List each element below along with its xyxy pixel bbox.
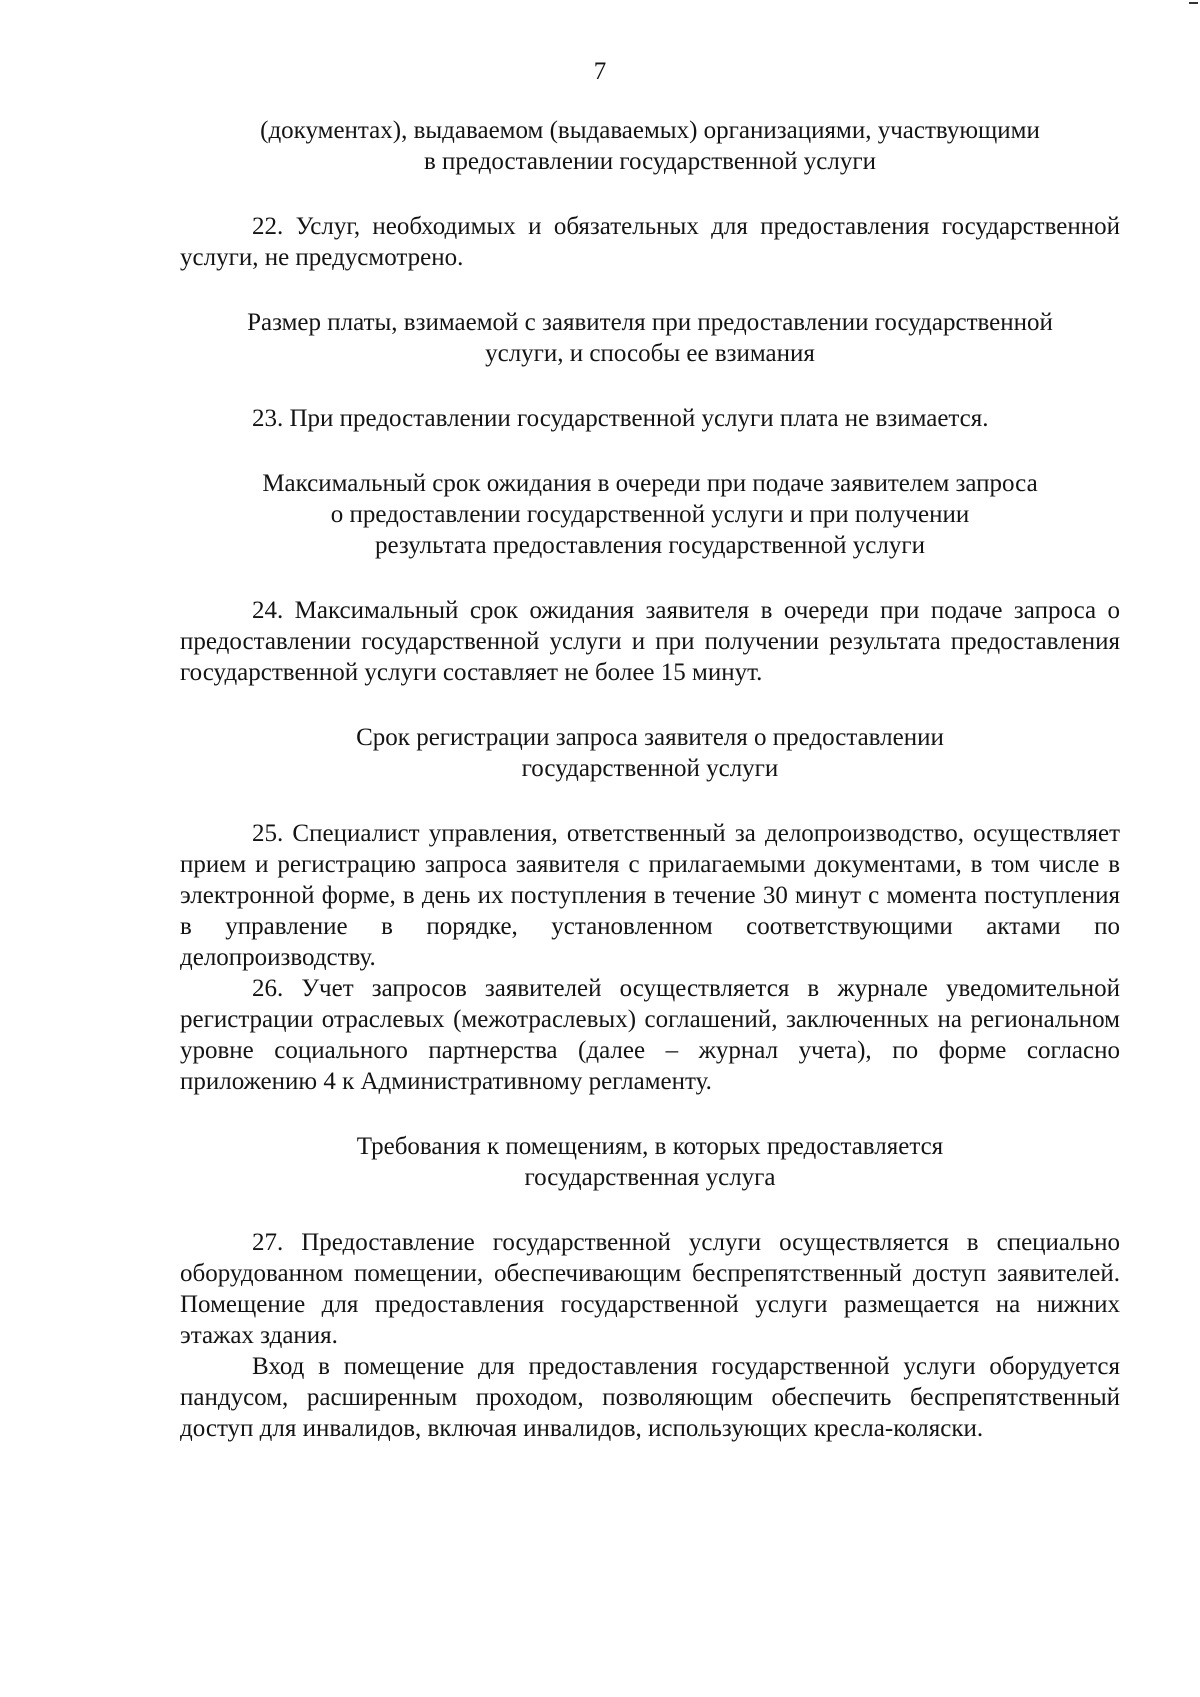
section-heading-waiting-time [180, 468, 1120, 561]
heading-line: результата предоставления государственной услуги [375, 532, 925, 559]
heading-line: Требования к помещениям, в которых предоставляется [356, 1133, 944, 1160]
heading-line: о предоставлении государственной услуги и при получении [330, 501, 970, 528]
paragraph-25: 25. Специалист управления, ответственный за делопроизводство, осуществляет прием и регистрацию запроса заявителя с прилагаемыми документами, в том числе в электронной форме, в день их поступления в течение 30 минут с момента поступления в управление в порядке, установленном соответствующими актами по делопроизводству. [180, 820, 1120, 971]
heading-line: государственная услуга [524, 1164, 776, 1191]
heading-line: Максимальный срок ожидания в очереди при подаче заявителем запроса [262, 470, 1038, 497]
page-content [180, 115, 1120, 1444]
heading-line: Размер платы, взимаемой с заявителя при предоставлении государственной [247, 309, 1053, 336]
paragraph-27-entrance: Вход в помещение для предоставления государственной услуги оборудуется пандусом, расширенным проходом, позволяющим обеспечить беспрепятственный доступ для инвалидов, включая инвалидов, использующих кресла-коляски. [180, 1353, 1120, 1442]
paragraph-27: 27. Предоставление государственной услуги осуществляется в специально оборудованном помещении, обеспечивающим беспрепятственный доступ заявителей. Помещение для предоставления государственной услуги размещается на нижних этажах здания. [180, 1229, 1120, 1349]
section-heading-premises [180, 1131, 1120, 1193]
paragraph-24: 24. Максимальный срок ожидания заявителя в очереди при подаче запроса о предоставлении государственной услуги и при получении результата предоставления государственной услуги составляет не более 15 минут. [180, 597, 1120, 686]
section-heading-fee [180, 307, 1120, 369]
heading-line: услуги, и способы ее взимания [485, 340, 815, 367]
heading-line: Срок регистрации запроса заявителя о предоставлении [356, 724, 944, 751]
paragraph-26: 26. Учет запросов заявителей осуществляется в журнале уведомительной регистрации отраслевых (межотраслевых) соглашений, заключенных на региональном уровне социального партнерства (далее – журнал учета), по форме согласно приложению 4 к Административному регламенту. [180, 975, 1120, 1095]
scan-edge-mark [1189, 2, 1198, 4]
section-heading-participating-organizations [180, 115, 1120, 177]
paragraph-23: 23. При предоставлении государственной услуги плата не взимается. [252, 405, 989, 432]
heading-line: в предоставлении государственной услуги [423, 148, 877, 175]
heading-line: государственной услуги [521, 755, 779, 782]
paragraph-22: 22. Услуг, необходимых и обязательных для предоставления государственной услуги, не предусмотрено. [180, 213, 1120, 271]
page-number: 7 [593, 58, 607, 85]
section-heading-registration-term [180, 722, 1120, 784]
heading-line: (документах), выдаваемом (выдаваемых) организациями, участвующими [260, 117, 1040, 144]
